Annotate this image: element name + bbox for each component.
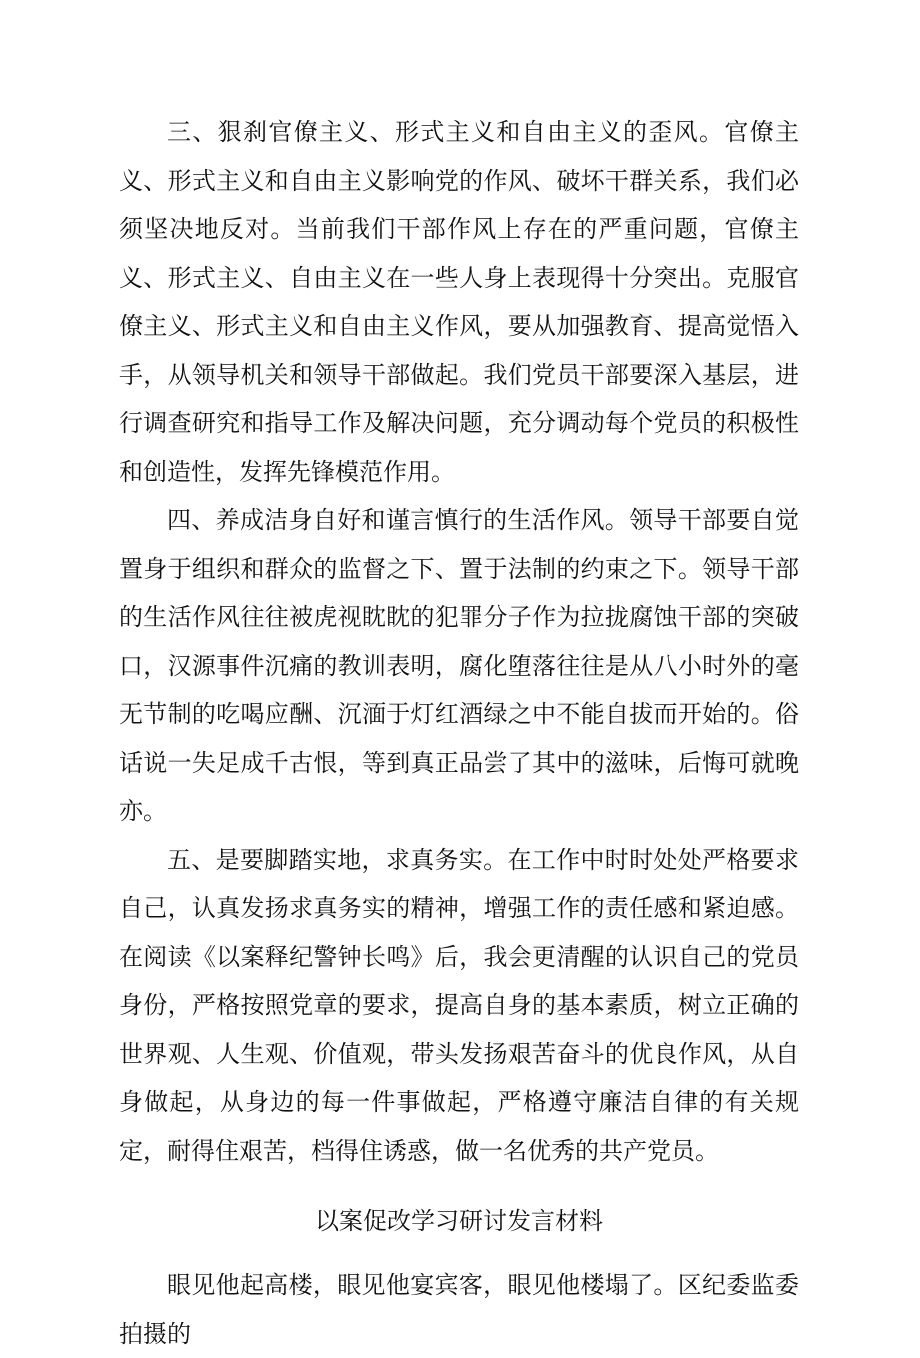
section-title: 以案促改学习研讨发言材料 bbox=[315, 1207, 603, 1235]
paragraph-three: 三、狠刹官僚主义、形式主义和自由主义的歪风。官僚主义、形式主义和自由主义影响党的作风、破坏干群关系，我们必须坚决地反对。当前我们干部作风上存在的严重问题，官僚主义、形式主义、自由主义在一些人身上表现得十分突出。克服官僚主义、形式主义和自由主义作风，要从加强教育、提高觉悟入手，从领导机关和领导干部做起。我们党员干部要深入基层，进行调查研究和指导工作及解决问题，充分调动每个党员的积极性和创造性，发挥先锋模范作用。 bbox=[119, 118, 799, 486]
document-body bbox=[119, 108, 799, 1358]
closing-paragraph: 眼见他起高楼，眼见他宴宾客，眼见他楼塌了。区纪委监委拍摄的 bbox=[119, 1271, 799, 1348]
paragraph-five: 五、是要脚踏实地，求真务实。在工作中时时处处严格要求自己，认真发扬求真务实的精神，增强工作的责任感和紧迫感。在阅读《以案释纪警钟长鸣》后，我会更清醒的认识自己的党员身份，严格按照党章的要求，提高自身的基本素质，树立正确的世界观、人生观、价值观，带头发扬艰苦奋斗的优良作风，从自身做起，从身边的每一件事做起，严格遵守廉洁自律的有关规定，耐得住艰苦，档得住诱惑，做一名优秀的共产党员。 bbox=[119, 845, 799, 1165]
paragraph-four: 四、养成洁身自好和谨言慎行的生活作风。领导干部要自觉置身于组织和群众的监督之下、置于法制的约束之下。领导干部的生活作风往往被虎视眈眈的犯罪分子作为拉拢腐蚀干部的突破口，汉源事件沉痛的教训表明，腐化堕落往往是从八小时外的毫无节制的吃喝应酬、沉湎于灯红酒绿之中不能自拔而开始的。俗话说一失足成千古恨，等到真正品尝了其中的滋味，后悔可就晚亦。 bbox=[119, 506, 799, 825]
